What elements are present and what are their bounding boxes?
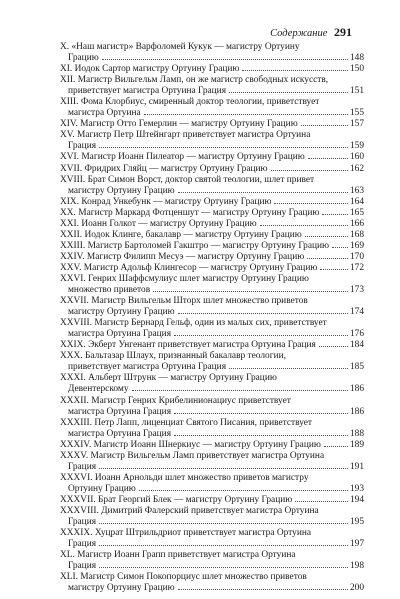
toc-entry-line xyxy=(60,263,364,274)
toc-entry-title: XV. Магистр Петр Штейнгарт приветствует магистра Ортуина xyxy=(60,130,311,141)
toc-page-number: 162 xyxy=(349,163,364,174)
toc-entry-title: Грация xyxy=(68,561,97,572)
dot-leader xyxy=(229,92,348,93)
toc-entry-line xyxy=(60,462,364,473)
toc-entry-title: XIII. Фома Клорбиус, смиренный доктор теологии, приветствует xyxy=(60,97,320,108)
toc-entry-line xyxy=(60,197,364,208)
toc-entry xyxy=(60,230,364,241)
toc-entry-title: XI. Иодок Сартор магистру Ортуину Грацию xyxy=(60,64,240,75)
toc-entry-line xyxy=(60,274,364,285)
toc-entry xyxy=(60,396,364,418)
toc-entry xyxy=(60,75,364,97)
toc-entry-title: XIV. Магистр Отто Гемерлин — магистру Ортуину Грацию xyxy=(60,119,298,130)
toc-entry xyxy=(60,252,364,263)
toc-entry xyxy=(60,495,364,506)
toc-entry xyxy=(60,263,364,274)
toc-entry xyxy=(60,219,364,230)
toc-entry-line xyxy=(60,97,364,108)
toc-entry xyxy=(60,130,364,152)
toc-entry-line xyxy=(60,340,364,351)
toc-page-number: 197 xyxy=(349,539,364,550)
dot-leader xyxy=(174,435,348,436)
toc-entry-title: Девентерскому xyxy=(68,384,129,395)
toc-entry-line xyxy=(60,164,364,175)
toc-entry-line xyxy=(60,64,364,75)
dot-leader xyxy=(301,125,348,126)
toc-entry-title: XXVIII. Магистр Бернард Гельф, один из малых сих, приветствует xyxy=(60,318,327,329)
toc-entry xyxy=(60,572,364,594)
toc-page-number: 176 xyxy=(349,329,364,340)
toc-entry-line xyxy=(60,175,364,186)
dot-leader xyxy=(99,523,348,524)
toc-entry-line xyxy=(60,440,364,451)
toc-entry-title: приветствует магистра Ортуина Грация xyxy=(68,362,227,373)
dot-leader xyxy=(229,368,348,369)
dot-leader xyxy=(174,413,348,414)
toc-entry xyxy=(60,42,364,64)
toc-page-number: 185 xyxy=(349,362,364,373)
toc-page-number: 168 xyxy=(349,229,364,240)
toc-entry-line xyxy=(60,42,364,53)
dot-leader xyxy=(332,247,348,248)
toc-entry-line xyxy=(60,473,364,484)
toc-entry-line xyxy=(60,539,364,550)
section-title: Содержание xyxy=(270,28,328,39)
toc-page-number: 184 xyxy=(349,340,364,351)
toc-entry-line xyxy=(60,329,364,340)
toc-entry xyxy=(60,528,364,550)
toc-page-number: 198 xyxy=(349,561,364,572)
dot-leader xyxy=(305,236,348,237)
dot-leader xyxy=(178,589,348,590)
toc-entry xyxy=(60,119,364,130)
toc-entry-title: XXXIX. Хуцрат Штрильдриот приветствует магистра Ортуина xyxy=(60,528,312,539)
toc-entry-title: XXVI. Генрих Шаффсмулиус шлет магистру Ортуину Грацию xyxy=(60,273,309,284)
running-head xyxy=(270,25,352,40)
toc-entry-title: XXXVII. Брат Георгий Блек — магистру Ортуину Грацию xyxy=(60,494,293,505)
toc-entry xyxy=(60,550,364,572)
dot-leader xyxy=(242,70,348,71)
toc-entry-title: XXI. Иоанн Голкот — магистру Ортуину Грацию xyxy=(60,218,257,229)
toc-page-number: 194 xyxy=(349,494,364,505)
toc-entry xyxy=(60,208,364,219)
toc-entry-line xyxy=(60,130,364,141)
toc-page-number: 170 xyxy=(349,251,364,262)
toc-entry xyxy=(60,296,364,318)
toc-page-number: 155 xyxy=(349,108,364,119)
toc-entry-line xyxy=(60,230,364,241)
page-number: 291 xyxy=(334,25,352,39)
toc-page-number: 186 xyxy=(349,406,364,417)
toc-page-number: 160 xyxy=(349,152,364,163)
toc-page-number: 173 xyxy=(349,285,364,296)
toc-entry-line xyxy=(60,451,364,462)
toc-entry-line xyxy=(60,517,364,528)
dot-leader xyxy=(271,170,348,171)
toc-entry xyxy=(60,175,364,197)
toc-page-number: 166 xyxy=(349,218,364,229)
toc-entry-line xyxy=(60,528,364,539)
toc-entry-title: XXXII. Магистр Генрих Крибелинионациус приветствует xyxy=(60,395,291,406)
toc-entry-title: XIX. Конрад Ункебунк — магистру Ортуину Грацию xyxy=(60,196,272,207)
toc-entry-line xyxy=(60,362,364,373)
dot-leader xyxy=(274,203,347,204)
toc-page-number: 195 xyxy=(349,517,364,528)
toc-entry-title: XVII. Фридрих Гляйц — магистру Ортуину Грацию xyxy=(60,163,268,174)
toc-entry xyxy=(60,340,364,351)
toc-entry-line xyxy=(60,351,364,362)
toc-entry-title: магистра Ортуина Грация xyxy=(68,406,172,417)
toc-page-number: 151 xyxy=(349,86,364,97)
toc-entry-line xyxy=(60,495,364,506)
table-of-contents xyxy=(60,42,364,594)
toc-entry-line xyxy=(60,572,364,583)
toc-entry xyxy=(60,318,364,340)
toc-entry xyxy=(60,351,364,373)
toc-entry-title: XXXVI. Иоанн Арнольди шлет множество приветов магистру xyxy=(60,472,309,483)
toc-page-number: 169 xyxy=(349,240,364,251)
toc-entry xyxy=(60,506,364,528)
toc-entry-line xyxy=(60,285,364,296)
toc-entry-title: магистра Ортуина xyxy=(68,108,141,119)
toc-entry-line xyxy=(60,318,364,329)
toc-page-number: 165 xyxy=(349,207,364,218)
toc-entry xyxy=(60,152,364,163)
toc-entry-title: XX. Магистр Маркард Фотценшут — магистру Ортуину Грацию xyxy=(60,207,320,218)
toc-entry-line xyxy=(60,561,364,572)
toc-entry-title: XXX. Бальтазар Шлаух, признанный бакалавр теологии, xyxy=(60,351,286,362)
toc-entry-line xyxy=(60,407,364,418)
toc-entry-title: XXXV. Магистр Вильгельм Ламп приветствует магистра Ортуина xyxy=(60,450,325,461)
toc-page-number: 164 xyxy=(349,196,364,207)
dot-leader xyxy=(322,214,348,215)
dot-leader xyxy=(102,59,348,60)
toc-entry-title: Грация xyxy=(68,539,97,550)
toc-entry-line xyxy=(60,296,364,307)
toc-entry-title: Грация xyxy=(68,461,97,472)
toc-entry-title: XVIII. Брат Симон Ворст, доктор святой теологии, шлет привет xyxy=(60,174,315,185)
toc-page-number: 172 xyxy=(349,262,364,273)
toc-entry-title: Грация xyxy=(68,141,97,152)
toc-entry-title: XXXI. Альберт Штрунк — магистру Ортуину Грацию xyxy=(60,373,277,384)
toc-page-number: 159 xyxy=(349,141,364,152)
toc-entry-line xyxy=(60,141,364,152)
toc-entry-line xyxy=(60,86,364,97)
toc-entry-title: приветствует магистра Ортуина Грация xyxy=(68,86,227,97)
toc-entry-line xyxy=(60,429,364,440)
toc-entry-title: Грацию xyxy=(68,53,99,64)
toc-entry-title: XLI. Магистр Симон Покопорциус шлет множество приветов xyxy=(60,572,307,583)
toc-entry-title: Ортуину Грацию xyxy=(68,483,136,494)
toc-entry xyxy=(60,197,364,208)
toc-entry-title: множество приветов xyxy=(68,285,151,296)
dot-leader xyxy=(319,346,348,347)
toc-page-number: 188 xyxy=(349,428,364,439)
toc-entry-title: XXXIV. Магистр Иоанн Шнеркиус — магистру Ортуину Грацию xyxy=(60,439,321,450)
toc-entry-title: XXXIII. Петр Лапп, лиценциат Святого Писания, приветствует xyxy=(60,417,313,428)
toc-entry xyxy=(60,418,364,440)
toc-entry-title: магистру Ортуину Грацию xyxy=(68,583,175,594)
toc-page-number: 174 xyxy=(349,307,364,318)
toc-entry xyxy=(60,274,364,296)
toc-entry-title: X. «Наш магистр» Варфоломей Кукук — магистру Ортуину xyxy=(60,42,300,52)
dot-leader xyxy=(99,468,348,469)
toc-entry xyxy=(60,97,364,119)
toc-entry-line xyxy=(60,75,364,86)
toc-entry xyxy=(60,473,364,495)
toc-entry-title: XVI. Магистр Иоанн Пилеатор — магистру Ортуину Грацию xyxy=(60,152,305,163)
toc-entry-title: XXXVIII. Димитрий Фалерский приветствует магистра Ортуина xyxy=(60,505,319,516)
toc-entry-line xyxy=(60,484,364,495)
dot-leader xyxy=(99,147,348,148)
toc-entry-line xyxy=(60,152,364,163)
toc-page-number: 157 xyxy=(349,119,364,130)
dot-leader xyxy=(99,545,348,546)
dot-leader xyxy=(139,490,348,491)
toc-entry-line xyxy=(60,108,364,119)
toc-entry-line xyxy=(60,583,364,594)
toc-entry xyxy=(60,241,364,252)
toc-page-number: 186 xyxy=(349,384,364,395)
dot-leader xyxy=(153,291,348,292)
toc-entry-line xyxy=(60,396,364,407)
toc-entry-line xyxy=(60,241,364,252)
toc-page-number: 148 xyxy=(349,53,364,64)
toc-entry-title: XXIV. Магистр Филипп Месуэ — магистру Ортуину Грацию xyxy=(60,251,305,262)
toc-entry-line xyxy=(60,307,364,318)
dot-leader xyxy=(132,390,348,391)
toc-entry-title: XXII. Иодок Клинге, бакалавр — магистру Ортуину Грацию xyxy=(60,229,302,240)
toc-entry-title: магистра Ортуина Грация xyxy=(68,329,172,340)
toc-page-number: 189 xyxy=(349,439,364,450)
toc-entry-line xyxy=(60,418,364,429)
toc-page-number: 163 xyxy=(349,185,364,196)
toc-page-number: 150 xyxy=(349,64,364,75)
dot-leader xyxy=(144,114,348,115)
toc-entry-line xyxy=(60,373,364,384)
toc-entry xyxy=(60,64,364,75)
toc-entry-line xyxy=(60,119,364,130)
toc-entry-title: магистру Ортуину Грацию xyxy=(68,185,175,196)
toc-entry-title: XL. Магистр Иоанн Грапп приветствует магистра Ортуина xyxy=(60,550,296,561)
toc-entry-line xyxy=(60,384,364,395)
toc-entry-line xyxy=(60,208,364,219)
toc-entry xyxy=(60,164,364,175)
toc-entry-line xyxy=(60,186,364,197)
dot-leader xyxy=(320,269,348,270)
dot-leader xyxy=(99,567,348,568)
toc-entry-title: Грация xyxy=(68,517,97,528)
dot-leader xyxy=(178,192,348,193)
toc-entry-title: магистра Ортуина Грация xyxy=(68,428,172,439)
dot-leader xyxy=(178,313,348,314)
toc-entry-title: XXV. Магистр Адольф Клингесор — магистру Ортуину Грацию xyxy=(60,262,318,273)
toc-entry xyxy=(60,451,364,473)
dot-leader xyxy=(307,258,348,259)
dot-leader xyxy=(174,335,348,336)
toc-entry-line xyxy=(60,506,364,517)
toc-entry-line xyxy=(60,219,364,230)
toc-entry-title: магистру Ортуину Грацию xyxy=(68,307,175,318)
dot-leader xyxy=(324,446,348,447)
toc-page-number: 193 xyxy=(349,483,364,494)
toc-entry-line xyxy=(60,252,364,263)
toc-entry-line xyxy=(60,53,364,64)
toc-page-number: 191 xyxy=(349,461,364,472)
toc-entry-title: XXIII. Магистр Бартоломей Гакштро — магистру Ортуину Грацию xyxy=(60,240,330,251)
dot-leader xyxy=(308,158,348,159)
dot-leader xyxy=(295,501,348,502)
toc-entry-line xyxy=(60,550,364,561)
toc-entry-title: XXIX. Экберт Унгенант приветствует магистра Ортуина Грация xyxy=(60,340,316,351)
toc-entry xyxy=(60,373,364,395)
toc-entry xyxy=(60,440,364,451)
toc-entry-title: XII. Магистр Вильгельм Ламп, он же магистр свободных искусств, xyxy=(60,75,329,86)
toc-entry-title: XXVII. Магистр Вильгельм Шторх шлет множество приветов xyxy=(60,296,308,307)
dot-leader xyxy=(260,225,348,226)
toc-page-number: 200 xyxy=(349,583,364,594)
